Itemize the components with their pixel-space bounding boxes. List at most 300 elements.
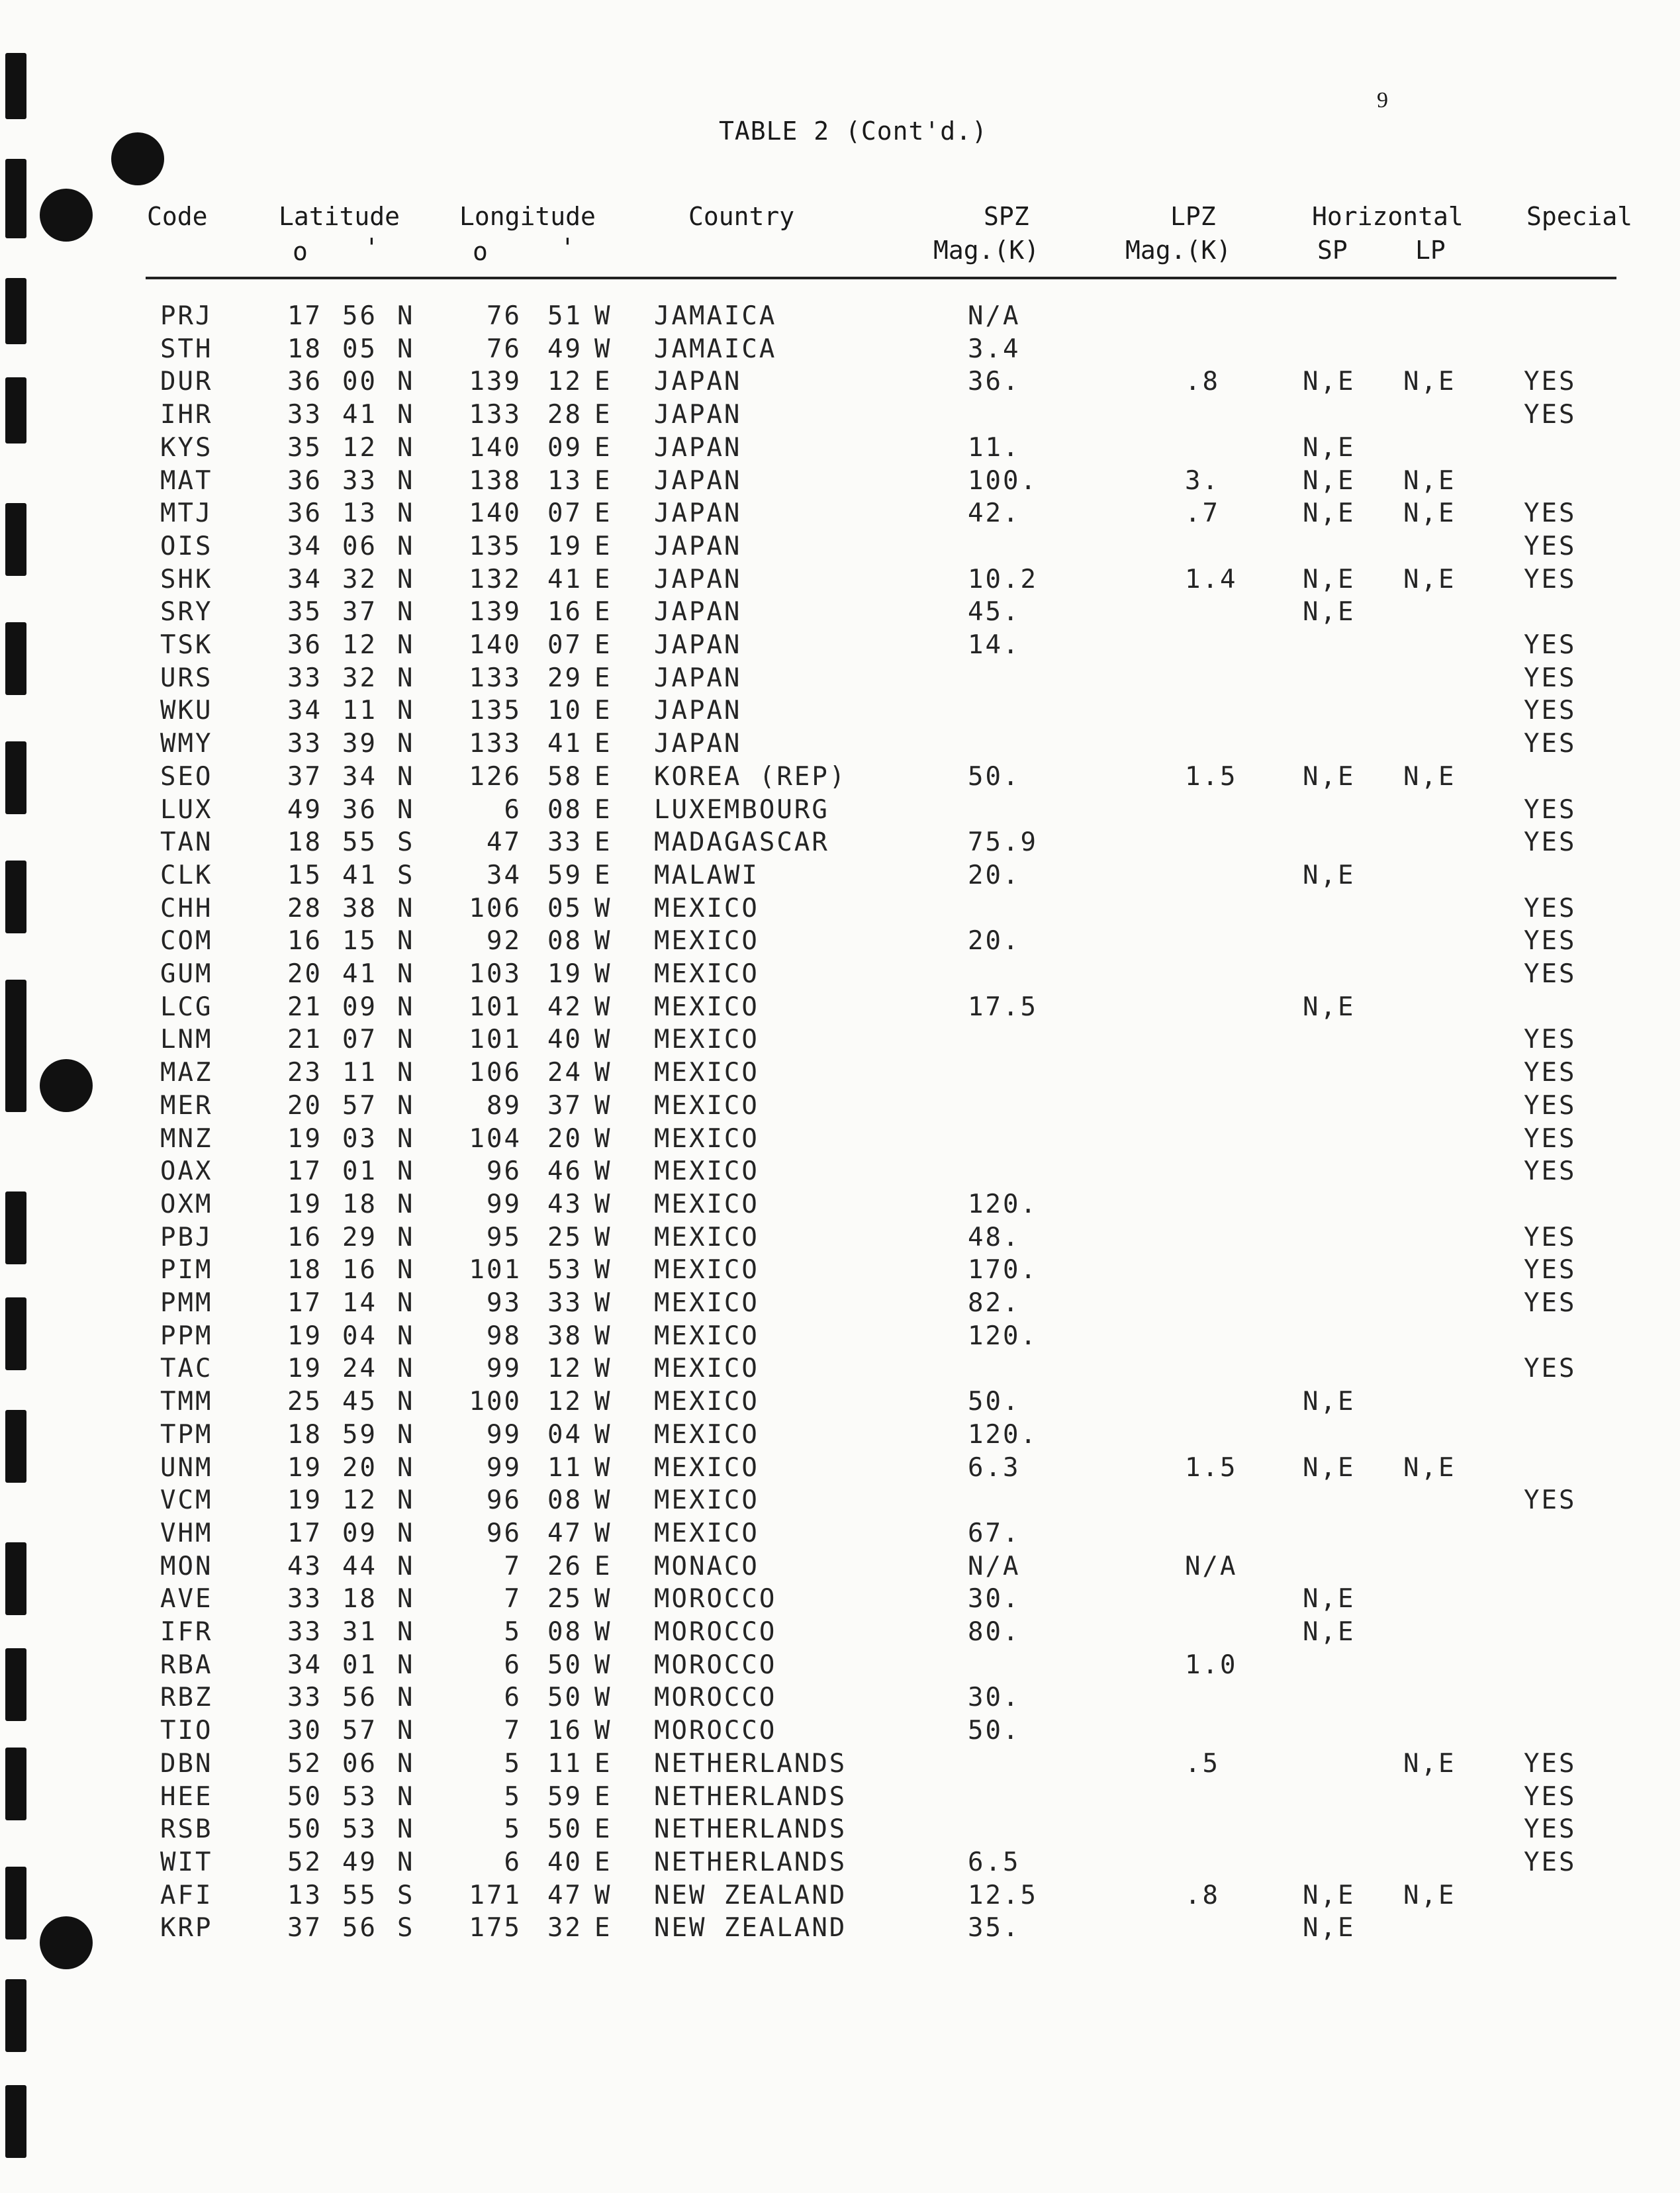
- cell-lon-minutes: 51: [547, 301, 583, 331]
- cell-lon-minutes: 12: [547, 1354, 583, 1384]
- cell-lat-minutes: 53: [342, 1781, 377, 1812]
- cell-spz-mag: 6.3: [968, 1452, 1021, 1483]
- cell-special: YES: [1524, 498, 1577, 529]
- cell-lat-hemisphere: N: [397, 1584, 415, 1614]
- cell-code: URS: [160, 663, 213, 693]
- cell-lon-degrees: 5: [504, 1617, 522, 1647]
- cell-lat-hemisphere: N: [397, 1025, 415, 1055]
- cell-code: MTJ: [160, 498, 213, 529]
- cell-lat-minutes: 15: [342, 926, 377, 957]
- cell-spz-mag: 50.: [968, 1716, 1021, 1746]
- cell-lat-minutes: 14: [342, 1288, 377, 1318]
- cell-horizontal-lp: N,E: [1403, 564, 1456, 594]
- cell-lon-minutes: 13: [547, 465, 583, 496]
- cell-special: YES: [1524, 1354, 1577, 1384]
- cell-lon-degrees: 101: [469, 1025, 522, 1055]
- table-row: [0, 729, 1680, 762]
- cell-lat-minutes: 38: [342, 893, 377, 923]
- cell-horizontal-lp: N,E: [1403, 465, 1456, 496]
- cell-country: JAPAN: [654, 696, 742, 726]
- cell-horizontal-sp: N,E: [1303, 992, 1356, 1022]
- table-row: [0, 301, 1680, 334]
- header-lpz-mag: Mag.(K): [1125, 236, 1232, 265]
- cell-lat-minutes: 00: [342, 367, 377, 397]
- cell-lon-degrees: 103: [469, 959, 522, 989]
- cell-lat-minutes: 16: [342, 1255, 377, 1285]
- cell-lat-degrees: 52: [287, 1847, 322, 1877]
- cell-lat-hemisphere: N: [397, 1518, 415, 1548]
- cell-lon-hemisphere: E: [594, 663, 612, 693]
- cell-lat-hemisphere: N: [397, 498, 415, 529]
- table-row: [0, 367, 1680, 400]
- cell-special: YES: [1524, 367, 1577, 397]
- cell-lat-minutes: 09: [342, 1518, 377, 1548]
- cell-lon-degrees: 139: [469, 367, 522, 397]
- cell-spz-mag: N/A: [968, 1551, 1021, 1581]
- cell-lat-minutes: 41: [342, 959, 377, 989]
- header-code: Code: [147, 202, 208, 231]
- cell-lon-hemisphere: W: [594, 334, 612, 364]
- cell-lon-minutes: 11: [547, 1748, 583, 1779]
- cell-lat-degrees: 34: [287, 696, 322, 726]
- cell-code: CLK: [160, 860, 213, 890]
- header-lpz: LPZ: [1170, 202, 1216, 231]
- table-title: TABLE 2 (Cont'd.): [719, 117, 988, 146]
- table-row: [0, 1782, 1680, 1815]
- cell-lat-minutes: 41: [342, 400, 377, 430]
- cell-lon-minutes: 19: [547, 959, 583, 989]
- cell-lon-hemisphere: W: [594, 1485, 612, 1516]
- cell-lat-minutes: 56: [342, 301, 377, 331]
- cell-lon-degrees: 100: [469, 1387, 522, 1417]
- cell-country: JAPAN: [654, 531, 742, 561]
- cell-code: MAT: [160, 465, 213, 496]
- header-spz-mag: Mag.(K): [933, 236, 1040, 265]
- table-row: [0, 1288, 1680, 1321]
- cell-lon-hemisphere: W: [594, 1156, 612, 1187]
- cell-lon-degrees: 5: [504, 1781, 522, 1812]
- cell-country: LUXEMBOURG: [654, 794, 829, 825]
- cell-horizontal-lp: N,E: [1403, 1452, 1456, 1483]
- cell-lon-degrees: 175: [469, 1913, 522, 1943]
- cell-lat-hemisphere: S: [397, 827, 415, 858]
- cell-code: TSK: [160, 630, 213, 660]
- cell-horizontal-sp: N,E: [1303, 1584, 1356, 1614]
- cell-special: YES: [1524, 1781, 1577, 1812]
- cell-lat-minutes: 32: [342, 564, 377, 594]
- table-row: [0, 1354, 1680, 1387]
- cell-lon-degrees: 133: [469, 729, 522, 759]
- cell-code: PPM: [160, 1321, 213, 1351]
- cell-lon-degrees: 99: [487, 1189, 522, 1219]
- cell-lon-degrees: 96: [487, 1518, 522, 1548]
- cell-lon-hemisphere: E: [594, 729, 612, 759]
- cell-code: LNM: [160, 1025, 213, 1055]
- cell-lat-hemisphere: N: [397, 1222, 415, 1252]
- cell-spz-mag: 120.: [968, 1419, 1038, 1450]
- cell-lon-minutes: 42: [547, 992, 583, 1022]
- cell-lat-degrees: 20: [287, 1090, 322, 1121]
- table-row: [0, 795, 1680, 828]
- cell-special: YES: [1524, 531, 1577, 561]
- cell-lon-hemisphere: E: [594, 794, 612, 825]
- binder-mark: [5, 2085, 26, 2158]
- cell-special: YES: [1524, 1288, 1577, 1318]
- cell-lat-degrees: 43: [287, 1551, 322, 1581]
- cell-lon-degrees: 5: [504, 1748, 522, 1779]
- cell-lat-degrees: 18: [287, 1255, 322, 1285]
- cell-lat-hemisphere: N: [397, 1716, 415, 1746]
- cell-code: HEE: [160, 1781, 213, 1812]
- cell-code: COM: [160, 926, 213, 957]
- header-lat-degrees: o: [293, 237, 308, 266]
- cell-spz-mag: 82.: [968, 1288, 1021, 1318]
- cell-lat-hemisphere: N: [397, 367, 415, 397]
- cell-lon-hemisphere: E: [594, 498, 612, 529]
- cell-country: MOROCCO: [654, 1650, 777, 1680]
- cell-lon-degrees: 89: [487, 1090, 522, 1121]
- cell-country: MOROCCO: [654, 1716, 777, 1746]
- cell-lon-minutes: 33: [547, 827, 583, 858]
- cell-lat-degrees: 33: [287, 1584, 322, 1614]
- binder-mark: [5, 53, 26, 119]
- cell-lon-degrees: 92: [487, 926, 522, 957]
- table-row: [0, 400, 1680, 433]
- cell-lon-minutes: 47: [547, 1880, 583, 1910]
- cell-country: MOROCCO: [654, 1683, 777, 1713]
- cell-country: MEXICO: [654, 1222, 759, 1252]
- cell-lon-minutes: 24: [547, 1058, 583, 1088]
- cell-lon-hemisphere: E: [594, 597, 612, 628]
- table-row: [0, 1485, 1680, 1518]
- cell-lat-hemisphere: N: [397, 1090, 415, 1121]
- table-row: [0, 696, 1680, 729]
- cell-lat-degrees: 18: [287, 827, 322, 858]
- cell-lon-degrees: 6: [504, 1650, 522, 1680]
- cell-horizontal-sp: N,E: [1303, 564, 1356, 594]
- cell-lat-hemisphere: N: [397, 432, 415, 463]
- cell-lat-degrees: 15: [287, 860, 322, 890]
- cell-lon-hemisphere: E: [594, 860, 612, 890]
- cell-special: YES: [1524, 400, 1577, 430]
- cell-lat-minutes: 55: [342, 827, 377, 858]
- cell-lat-minutes: 59: [342, 1419, 377, 1450]
- cell-lat-minutes: 06: [342, 531, 377, 561]
- cell-lon-hemisphere: E: [594, 367, 612, 397]
- cell-lon-minutes: 12: [547, 1387, 583, 1417]
- cell-lon-hemisphere: W: [594, 1387, 612, 1417]
- cell-lat-minutes: 55: [342, 1880, 377, 1910]
- cell-lon-hemisphere: W: [594, 1518, 612, 1548]
- cell-code: OIS: [160, 531, 213, 561]
- cell-spz-mag: 17.5: [968, 992, 1038, 1022]
- cell-lon-hemisphere: W: [594, 1716, 612, 1746]
- cell-lat-hemisphere: N: [397, 400, 415, 430]
- cell-lat-minutes: 09: [342, 992, 377, 1022]
- cell-lon-minutes: 29: [547, 663, 583, 693]
- table-row: [0, 1255, 1680, 1288]
- cell-code: DUR: [160, 367, 213, 397]
- cell-lat-hemisphere: N: [397, 1387, 415, 1417]
- cell-lon-hemisphere: W: [594, 1584, 612, 1614]
- cell-lat-hemisphere: N: [397, 465, 415, 496]
- cell-lat-hemisphere: N: [397, 1058, 415, 1088]
- cell-lat-degrees: 34: [287, 564, 322, 594]
- cell-country: MOROCCO: [654, 1617, 777, 1647]
- cell-lon-hemisphere: W: [594, 893, 612, 923]
- cell-lon-minutes: 43: [547, 1189, 583, 1219]
- cell-spz-mag: 14.: [968, 630, 1021, 660]
- cell-country: MEXICO: [654, 1419, 759, 1450]
- cell-code: TAC: [160, 1354, 213, 1384]
- cell-lon-hemisphere: E: [594, 696, 612, 726]
- cell-special: YES: [1524, 1847, 1577, 1877]
- cell-lon-hemisphere: W: [594, 1880, 612, 1910]
- cell-lon-degrees: 76: [487, 334, 522, 364]
- cell-lat-degrees: 17: [287, 1156, 322, 1187]
- cell-lat-degrees: 13: [287, 1880, 322, 1910]
- cell-code: SHK: [160, 564, 213, 594]
- cell-lon-minutes: 46: [547, 1156, 583, 1187]
- cell-lat-minutes: 01: [342, 1156, 377, 1187]
- cell-lat-hemisphere: N: [397, 1156, 415, 1187]
- cell-lat-minutes: 11: [342, 696, 377, 726]
- cell-special: YES: [1524, 893, 1577, 923]
- cell-lon-degrees: 99: [487, 1354, 522, 1384]
- cell-lon-hemisphere: W: [594, 1617, 612, 1647]
- cell-lat-hemisphere: N: [397, 597, 415, 628]
- cell-lat-hemisphere: N: [397, 794, 415, 825]
- cell-lon-minutes: 08: [547, 926, 583, 957]
- cell-lon-hemisphere: E: [594, 564, 612, 594]
- header-special: Special: [1526, 202, 1633, 231]
- cell-lon-degrees: 106: [469, 893, 522, 923]
- cell-lon-minutes: 50: [547, 1683, 583, 1713]
- cell-spz-mag: 48.: [968, 1222, 1021, 1252]
- cell-horizontal-lp: N,E: [1403, 1748, 1456, 1779]
- cell-code: VHM: [160, 1518, 213, 1548]
- cell-lon-hemisphere: E: [594, 1913, 612, 1943]
- cell-lon-minutes: 53: [547, 1255, 583, 1285]
- cell-country: MEXICO: [654, 1156, 759, 1187]
- cell-lat-minutes: 29: [342, 1222, 377, 1252]
- cell-lon-minutes: 38: [547, 1321, 583, 1351]
- cell-country: MEXICO: [654, 1485, 759, 1516]
- header-lp: LP: [1415, 236, 1446, 265]
- binder-mark: [5, 1979, 26, 2052]
- cell-lon-degrees: 132: [469, 564, 522, 594]
- cell-special: YES: [1524, 1090, 1577, 1121]
- cell-spz-mag: 42.: [968, 498, 1021, 529]
- cell-country: NETHERLANDS: [654, 1847, 847, 1877]
- cell-lat-degrees: 33: [287, 400, 322, 430]
- cell-lon-degrees: 99: [487, 1419, 522, 1450]
- cell-horizontal-sp: N,E: [1303, 860, 1356, 890]
- cell-lat-degrees: 19: [287, 1123, 322, 1154]
- cell-lon-minutes: 58: [547, 761, 583, 792]
- cell-lat-minutes: 05: [342, 334, 377, 364]
- cell-code: MAZ: [160, 1058, 213, 1088]
- cell-country: MOROCCO: [654, 1584, 777, 1614]
- cell-spz-mag: 67.: [968, 1518, 1021, 1548]
- cell-code: IFR: [160, 1617, 213, 1647]
- cell-lat-minutes: 37: [342, 597, 377, 628]
- table-row: [0, 1584, 1680, 1617]
- cell-lat-minutes: 45: [342, 1387, 377, 1417]
- cell-horizontal-sp: N,E: [1303, 597, 1356, 628]
- cell-spz-mag: 50.: [968, 761, 1021, 792]
- cell-lon-hemisphere: E: [594, 531, 612, 561]
- cell-lon-minutes: 50: [547, 1650, 583, 1680]
- cell-horizontal-sp: N,E: [1303, 1617, 1356, 1647]
- cell-country: MEXICO: [654, 1387, 759, 1417]
- cell-code: SRY: [160, 597, 213, 628]
- cell-country: MEXICO: [654, 1090, 759, 1121]
- cell-lat-hemisphere: S: [397, 1913, 415, 1943]
- cell-lat-minutes: 12: [342, 432, 377, 463]
- cell-country: NEW ZEALAND: [654, 1880, 847, 1910]
- cell-lon-minutes: 40: [547, 1025, 583, 1055]
- header-lon-degrees: o: [473, 237, 488, 266]
- cell-lon-minutes: 50: [547, 1814, 583, 1845]
- cell-lat-degrees: 33: [287, 1617, 322, 1647]
- cell-special: YES: [1524, 1222, 1577, 1252]
- cell-lat-degrees: 37: [287, 761, 322, 792]
- cell-lon-minutes: 25: [547, 1222, 583, 1252]
- cell-lat-minutes: 56: [342, 1913, 377, 1943]
- header-rule: [146, 277, 1616, 279]
- cell-special: YES: [1524, 794, 1577, 825]
- header-lon-minutes: ': [560, 233, 575, 262]
- cell-lat-minutes: 12: [342, 1485, 377, 1516]
- cell-lat-hemisphere: N: [397, 334, 415, 364]
- cell-code: SEO: [160, 761, 213, 792]
- cell-lat-degrees: 35: [287, 432, 322, 463]
- cell-lon-minutes: 09: [547, 432, 583, 463]
- cell-country: MEXICO: [654, 1452, 759, 1483]
- cell-code: TAN: [160, 827, 213, 858]
- cell-lat-hemisphere: N: [397, 1781, 415, 1812]
- cell-country: MEXICO: [654, 1518, 759, 1548]
- cell-lat-minutes: 13: [342, 498, 377, 529]
- cell-lon-degrees: 135: [469, 531, 522, 561]
- cell-horizontal-lp: N,E: [1403, 761, 1456, 792]
- table-row: [0, 565, 1680, 598]
- cell-lon-degrees: 47: [487, 827, 522, 858]
- cell-lat-hemisphere: N: [397, 1650, 415, 1680]
- cell-lon-degrees: 171: [469, 1880, 522, 1910]
- cell-code: LCG: [160, 992, 213, 1022]
- cell-lon-minutes: 28: [547, 400, 583, 430]
- cell-code: TPM: [160, 1419, 213, 1450]
- cell-special: YES: [1524, 959, 1577, 989]
- cell-lon-degrees: 7: [504, 1584, 522, 1614]
- table-row: [0, 1683, 1680, 1716]
- table-row: [0, 1650, 1680, 1683]
- cell-country: JAPAN: [654, 465, 742, 496]
- cell-lon-minutes: 40: [547, 1847, 583, 1877]
- cell-lat-degrees: 49: [287, 794, 322, 825]
- cell-country: JAMAICA: [654, 301, 777, 331]
- cell-lon-degrees: 6: [504, 1683, 522, 1713]
- cell-lon-minutes: 32: [547, 1913, 583, 1943]
- table-row: [0, 1387, 1680, 1420]
- cell-lat-hemisphere: S: [397, 1880, 415, 1910]
- cell-lon-minutes: 08: [547, 1617, 583, 1647]
- cell-country: NETHERLANDS: [654, 1748, 847, 1779]
- table-row: [0, 1814, 1680, 1847]
- cell-lat-minutes: 41: [342, 860, 377, 890]
- cell-country: MEXICO: [654, 1354, 759, 1384]
- cell-lon-hemisphere: W: [594, 1189, 612, 1219]
- cell-special: YES: [1524, 663, 1577, 693]
- cell-lon-degrees: 7: [504, 1716, 522, 1746]
- cell-code: RSB: [160, 1814, 213, 1845]
- table-row: [0, 532, 1680, 565]
- table-row: [0, 1091, 1680, 1124]
- cell-lat-degrees: 19: [287, 1321, 322, 1351]
- cell-lon-hemisphere: W: [594, 1354, 612, 1384]
- cell-lat-hemisphere: N: [397, 1748, 415, 1779]
- cell-lon-hemisphere: W: [594, 1255, 612, 1285]
- cell-horizontal-lp: N,E: [1403, 498, 1456, 529]
- cell-lon-hemisphere: W: [594, 992, 612, 1022]
- cell-lpz-mag: 1.4: [1185, 564, 1238, 594]
- cell-lon-minutes: 12: [547, 367, 583, 397]
- table-row: [0, 959, 1680, 992]
- cell-lon-hemisphere: W: [594, 926, 612, 957]
- cell-country: MEXICO: [654, 1123, 759, 1154]
- cell-country: JAPAN: [654, 663, 742, 693]
- cell-lon-minutes: 07: [547, 498, 583, 529]
- cell-country: MEXICO: [654, 959, 759, 989]
- cell-spz-mag: 10.2: [968, 564, 1038, 594]
- cell-lat-degrees: 36: [287, 465, 322, 496]
- cell-code: PRJ: [160, 301, 213, 331]
- cell-lpz-mag: .8: [1185, 367, 1220, 397]
- cell-lat-hemisphere: N: [397, 564, 415, 594]
- cell-lon-hemisphere: E: [594, 1551, 612, 1581]
- cell-lon-degrees: 133: [469, 663, 522, 693]
- cell-lat-hemisphere: N: [397, 992, 415, 1022]
- cell-lon-hemisphere: E: [594, 1781, 612, 1812]
- cell-country: NETHERLANDS: [654, 1781, 847, 1812]
- cell-lat-minutes: 12: [342, 630, 377, 660]
- cell-lat-degrees: 20: [287, 959, 322, 989]
- cell-lon-hemisphere: E: [594, 630, 612, 660]
- cell-lat-minutes: 53: [342, 1814, 377, 1845]
- cell-lat-degrees: 17: [287, 1288, 322, 1318]
- cell-lat-hemisphere: N: [397, 1123, 415, 1154]
- cell-spz-mag: 100.: [968, 465, 1038, 496]
- cell-lon-degrees: 6: [504, 794, 522, 825]
- cell-code: PIM: [160, 1255, 213, 1285]
- cell-country: MEXICO: [654, 1058, 759, 1088]
- cell-spz-mag: 20.: [968, 860, 1021, 890]
- cell-lon-minutes: 11: [547, 1452, 583, 1483]
- table-row: [0, 334, 1680, 367]
- cell-lon-minutes: 59: [547, 860, 583, 890]
- header-horizontal: Horizontal: [1312, 202, 1464, 231]
- cell-horizontal-sp: N,E: [1303, 498, 1356, 529]
- cell-lat-degrees: 28: [287, 893, 322, 923]
- cell-lon-hemisphere: W: [594, 1452, 612, 1483]
- cell-code: PBJ: [160, 1222, 213, 1252]
- cell-horizontal-sp: N,E: [1303, 1913, 1356, 1943]
- cell-country: JAMAICA: [654, 334, 777, 364]
- cell-lon-degrees: 95: [487, 1222, 522, 1252]
- cell-lon-hemisphere: W: [594, 1288, 612, 1318]
